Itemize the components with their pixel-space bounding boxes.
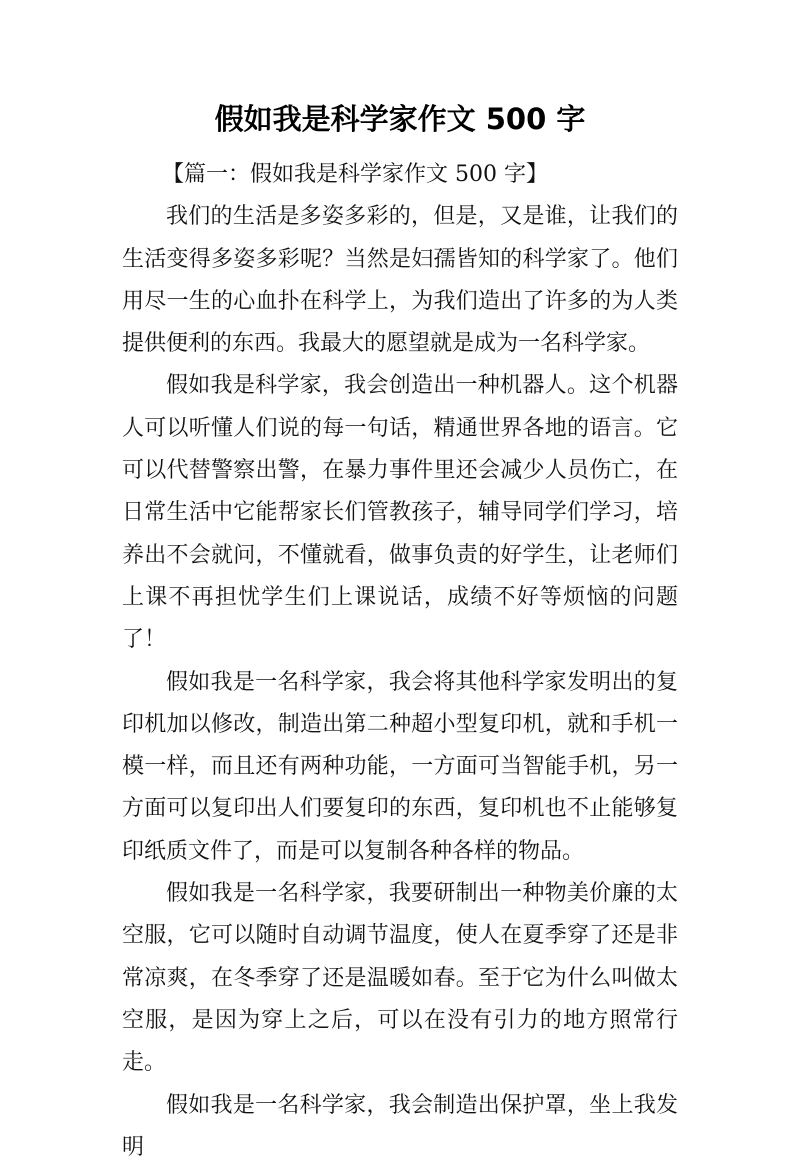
section-heading: 【篇一：假如我是科学家作文 500 字】	[162, 162, 548, 187]
paragraph-1: 我们的生活是多姿多彩的，但是，又是谁，让我们的生活变得多姿多彩呢？当然是妇孺皆知的科学家了。他们用尽一生的心血扑在科学上，为我们造出了许多的为人类提供便利的东西。我最大的愿望就是成为一名科学家。	[122, 204, 678, 357]
document-body	[122, 154, 678, 1169]
document-title: 假如我是科学家作文 500 字	[214, 102, 586, 136]
paragraph-2: 假如我是科学家，我会创造出一种机器人。这个机器人可以听懂人们说的每一句话，精通世界各地的语言。它可以代替警察出警，在暴力事件里还会减少人员伤亡，在日常生活中它能帮家长们管教孩子，辅导同学们学习，培养出不会就问，不懂就看，做事负责的好学生，让老师们上课不再担忧学生们上课说话，成绩不好等烦恼的问题了！	[122, 373, 678, 653]
paragraph-5: 假如我是一名科学家，我会制造出保护罩，坐上我发明	[122, 1092, 678, 1160]
paragraph-3: 假如我是一名科学家，我会将其他科学家发明出的复印机加以修改，制造出第二种超小型复印机，就和手机一模一样，而且还有两种功能，一方面可当智能手机，另一方面可以复印出人们要复印的东西，复印机也不止能够复印纸质文件了，而是可以复制各种各样的物品。	[122, 669, 678, 864]
paragraph-4: 假如我是一名科学家，我要研制出一种物美价廉的太空服，它可以随时自动调节温度，使人在夏季穿了还是非常凉爽，在冬季穿了还是温暖如春。至于它为什么叫做太空服，是因为穿上之后，可以在没有引力的地方照常行走。	[122, 881, 678, 1076]
